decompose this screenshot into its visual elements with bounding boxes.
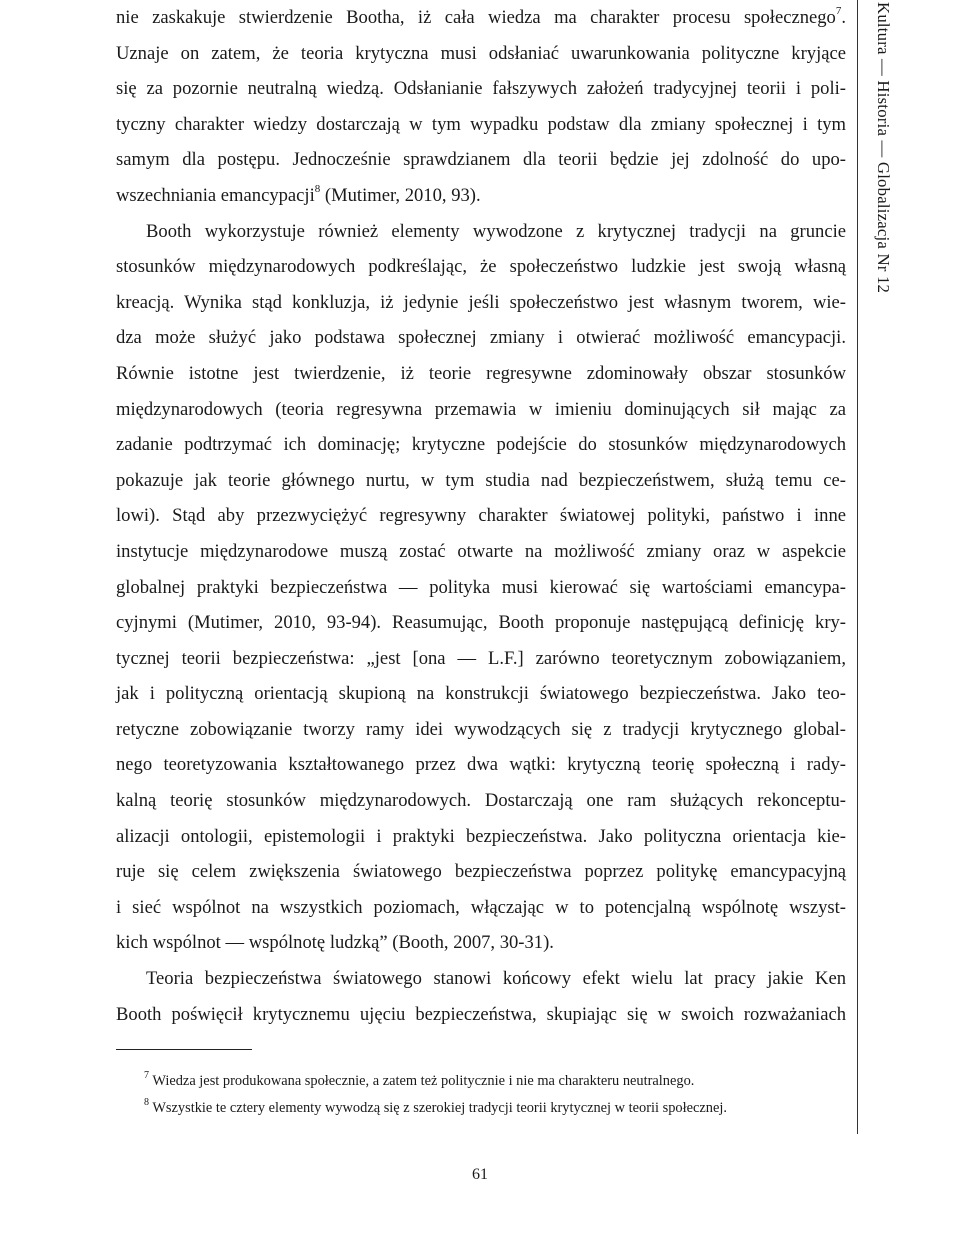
page-body	[116, 0, 846, 1032]
text-line: kalną teorię stosunków międzynarodowych. Dostarczają one ram służących rekonceptu-	[116, 790, 846, 812]
text-line: cyjnymi (Mutimer, 2010, 93-94). Reasumując, Booth proponuje następującą definicję kry-	[116, 612, 846, 634]
text-line-content: .	[841, 7, 846, 28]
text-line: lowi). Stąd aby przezwyciężyć regresywny charakter światowej polityki, państwo i inne	[116, 505, 846, 527]
footnote-mark: 7	[144, 1070, 149, 1082]
text-line: ruje się celem zwiększenia światowego bezpieczeństwa poprzez politykę emancypacyjną	[116, 861, 846, 883]
text-line: Booth poświęcił krytycznemu ujęciu bezpieczeństwa, skupiając się w swoich rozważaniach	[116, 1003, 846, 1025]
text-line: instytucje międzynarodowe muszą zostać otwarte na możliwość zmiany oraz w aspekcie	[116, 540, 846, 562]
footnotes	[144, 1068, 844, 1122]
paragraph-3	[116, 961, 846, 1032]
text-line: kich wspólnot — wspólnotę ludzką” (Booth, 2007, 30-31).	[116, 932, 554, 954]
text-line: tycznej teorii bezpieczeństwa: „jest [ona — L.F.] zarówno teoretycznym zobowiązaniem,	[116, 647, 846, 669]
text-line-content: (Mutimer, 2010, 93).	[320, 184, 481, 206]
text-line: międzynarodowych (teoria regresywna przemawia w imieniu dominujących sił mając za	[116, 398, 846, 420]
text-line	[116, 0, 846, 36]
text-line: nego teoretyzowania kształtowanego przez dwa wątki: krytyczną teorię społeczną i rady-	[116, 754, 846, 776]
text-line	[116, 178, 846, 214]
text-line: Teoria bezpieczeństwa światowego stanowi końcowy efekt wielu lat pracy jakie Ken	[146, 968, 846, 990]
text-line: Booth wykorzystuje również elementy wywodzone z krytycznej tradycji na gruncie	[146, 220, 846, 242]
running-title: Kultura — Historia — Globalizacja Nr 12	[874, 2, 893, 294]
footnote-text: Wszystkie te cztery elementy wywodzą się z szerokiej tradycji teorii krytycznej w teorii społecznej.	[152, 1100, 727, 1116]
paragraph-1	[116, 0, 846, 214]
text-line: globalnej praktyki bezpieczeństwa — polityka musi kierować się wartościami emancypa-	[116, 576, 846, 598]
text-line: stosunków międzynarodowych podkreślając, że społeczeństwo ludzkie jest swoją własną	[116, 256, 846, 278]
footnote-text: Wiedza jest produkowana społecznie, a zatem też politycznie i nie ma charakteru neutralnego.	[152, 1073, 695, 1089]
text-line: Uznaje on zatem, że teoria krytyczna musi odsłaniać uwarunkowania polityczne kryjące	[116, 42, 846, 64]
text-line: alizacji ontologii, epistemologii i praktyki bezpieczeństwa. Jako polityczna orientacja kie-	[116, 825, 846, 847]
text-line-content: nie zaskakuje stwierdzenie Bootha, iż cała wiedza ma charakter procesu społecznego	[116, 7, 836, 28]
footnote-ref-8[interactable]: 8	[314, 182, 321, 195]
text-line: jak i polityczną orientacją skupioną na konstrukcji światowego bezpieczeństwa. Jako teo-	[116, 683, 846, 705]
text-line: dza może służyć jako podstawa społecznej zmiany i otwierać możliwość emancypacji.	[116, 327, 846, 349]
text-line: retyczne zobowiązanie tworzy ramy idei wywodzących się z tradycji krytycznego global-	[116, 718, 846, 740]
footnote-divider	[116, 1049, 252, 1050]
text-line: tyczny charakter wiedzy dostarczają w tym wypadku podstaw dla zmiany społecznej i tym	[116, 113, 846, 135]
page-number: 61	[472, 1166, 488, 1183]
footnote-mark: 8	[144, 1097, 149, 1109]
text-line: samym dla postępu. Jednocześnie sprawdzianem dla teorii będzie jej zdolność do upo-	[116, 149, 846, 171]
text-line-content: wszechniania emancypacji	[116, 184, 315, 206]
text-line: kreacją. Wynika stąd konkluzja, iż jedynie jeśli społeczeństwo jest własnym tworem, wie-	[116, 291, 846, 313]
margin-rule	[857, 0, 858, 1134]
paragraph-2	[116, 214, 846, 961]
footnote-7	[144, 1068, 844, 1095]
text-line: pokazuje jak teorie głównego nurtu, w tym studia nad bezpieczeństwem, służą temu ce-	[116, 469, 846, 491]
text-line: zadanie podtrzymać ich dominację; krytyczne podejście do stosunków międzynarodowych	[116, 434, 846, 456]
footnote-ref-7[interactable]: 7	[835, 4, 842, 17]
footnote-8	[144, 1095, 844, 1122]
text-line: się za pozornie neutralną wiedzą. Odsłanianie fałszywych założeń tradycyjnej teorii i poli-	[116, 78, 846, 100]
text-line: Równie istotne jest twierdzenie, iż teorie regresywne zdominowały obszar stosunków	[116, 362, 846, 384]
text-line: i sieć wspólnot na wszystkich poziomach, włączając w to potencjalną wspólnotę wszyst-	[116, 896, 846, 918]
